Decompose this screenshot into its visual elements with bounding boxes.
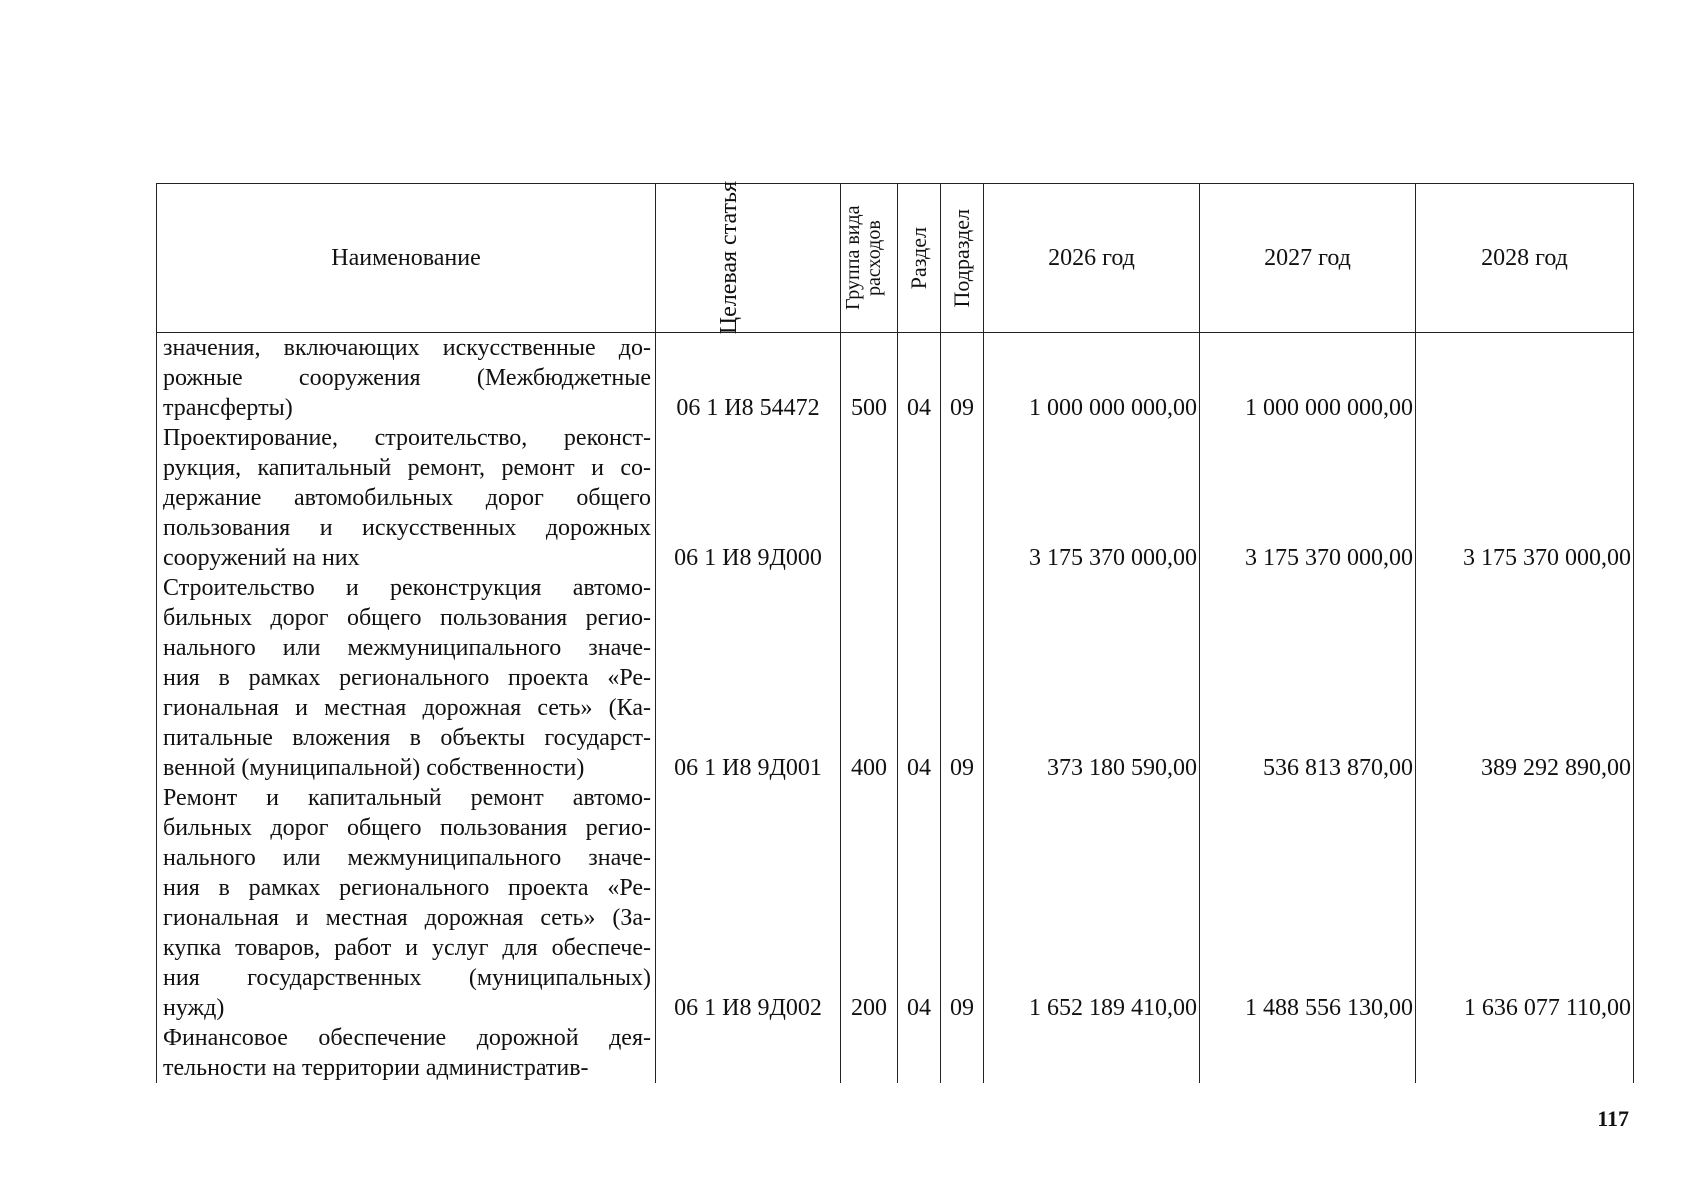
table-row (157, 333, 1634, 424)
header-name (157, 184, 656, 333)
cell-year-2027: 536 813 870,00 (1200, 573, 1416, 783)
header-expense-group-label: Группа вида расходов (842, 205, 885, 311)
name-line: ния в рамках регионального проекта «Ре- (163, 665, 651, 691)
header-name-label: Наименование (331, 244, 481, 271)
cell-name (157, 333, 656, 424)
name-line: Финансовое обеспечение дорожной дея- (163, 1025, 651, 1051)
cell-year-2026 (984, 1023, 1200, 1083)
cell-subsection (941, 1023, 984, 1083)
cell-year-2026: 1 000 000 000,00 (984, 333, 1200, 424)
cell-year-2026: 373 180 590,00 (984, 573, 1200, 783)
name-line: Строительство и реконструкция автомо- (163, 575, 651, 601)
cell-expense-group: 500 (841, 333, 898, 424)
header-subsection-label: Подраздел (949, 208, 975, 308)
name-line: нального или межмуниципального значе- (163, 635, 651, 661)
name-line: ния государственных (муниципальных) (163, 965, 651, 991)
cell-year-2026: 3 175 370 000,00 (984, 423, 1200, 573)
cell-name (157, 1023, 656, 1083)
name-line: венной (муниципальной) собственности) (163, 755, 585, 781)
name-line: трансферты) (163, 395, 293, 421)
cell-year-2028: 1 636 077 110,00 (1416, 783, 1634, 1023)
name-line: значения, включающих искусственные до- (163, 335, 651, 361)
page-number: 117 (1597, 1106, 1629, 1131)
header-subsection (941, 184, 984, 333)
header-expense-group (841, 184, 898, 333)
header-section-label: Раздел (906, 226, 932, 290)
table-header-row (157, 184, 1634, 333)
header-section (898, 184, 941, 333)
name-line: сооружений на них (163, 545, 360, 571)
name-line: питальные вложения в объекты государст- (163, 725, 651, 751)
cell-subsection (941, 423, 984, 573)
cell-expense-group (841, 1023, 898, 1083)
header-year-2028 (1416, 184, 1634, 333)
name-line: пользования и искусственных дорожных (163, 515, 651, 541)
table-row (157, 783, 1634, 1023)
cell-subsection: 09 (941, 333, 984, 424)
name-line: нального или межмуниципального значе- (163, 845, 651, 871)
cell-year-2028 (1416, 1023, 1634, 1083)
cell-year-2027 (1200, 1023, 1416, 1083)
cell-section: 04 (898, 783, 941, 1023)
cell-section (898, 423, 941, 573)
cell-expense-group (841, 423, 898, 573)
name-line: нужд) (163, 995, 225, 1021)
cell-target-article: 06 1 И8 9Д000 (656, 423, 841, 573)
cell-subsection: 09 (941, 783, 984, 1023)
name-line: гиональная и местная дорожная сеть» (Ка- (163, 695, 651, 721)
cell-year-2028: 389 292 890,00 (1416, 573, 1634, 783)
cell-year-2027: 3 175 370 000,00 (1200, 423, 1416, 573)
cell-target-article: 06 1 И8 9Д002 (656, 783, 841, 1023)
table-row (157, 573, 1634, 783)
header-year-2027 (1200, 184, 1416, 333)
cell-year-2028: 3 175 370 000,00 (1416, 423, 1634, 573)
cell-section: 04 (898, 573, 941, 783)
cell-target-article (656, 1023, 841, 1083)
cell-year-2028 (1416, 333, 1634, 424)
header-year-2026-label: 2026 год (1048, 244, 1135, 271)
name-line: бильных дорог общего пользования регио- (163, 605, 651, 631)
header-year-2027-label: 2027 год (1264, 244, 1351, 271)
table-row (157, 1023, 1634, 1083)
name-line: бильных дорог общего пользования регио- (163, 815, 651, 841)
cell-target-article: 06 1 И8 54472 (656, 333, 841, 424)
table-row (157, 423, 1634, 573)
name-line: Ремонт и капитальный ремонт автомо- (163, 785, 651, 811)
header-year-2028-label: 2028 год (1481, 244, 1568, 271)
name-line: купка товаров, работ и услуг для обеспече- (163, 935, 651, 961)
name-line: ния в рамках регионального проекта «Ре- (163, 875, 651, 901)
name-line: рожные сооружения (Межбюджетные (163, 365, 651, 391)
header-target-article (656, 181, 841, 335)
name-line: держание автомобильных дорог общего (163, 485, 651, 511)
name-line: тельности на территории административ- (163, 1055, 589, 1081)
cell-name (157, 573, 656, 783)
header-target-article-label: Целевая статья (716, 181, 742, 335)
name-line: Проектирование, строительство, реконст- (163, 425, 651, 451)
cell-expense-group: 200 (841, 783, 898, 1023)
name-line: гиональная и местная дорожная сеть» (За- (163, 905, 651, 931)
cell-year-2027: 1 488 556 130,00 (1200, 783, 1416, 1023)
cell-section: 04 (898, 333, 941, 424)
cell-expense-group: 400 (841, 573, 898, 783)
name-line: рукция, капитальный ремонт, ремонт и со- (163, 455, 651, 481)
budget-table (156, 183, 1634, 1083)
header-year-2026 (984, 184, 1200, 333)
cell-year-2026: 1 652 189 410,00 (984, 783, 1200, 1023)
cell-name (157, 783, 656, 1023)
table-body (157, 333, 1634, 1084)
cell-year-2027: 1 000 000 000,00 (1200, 333, 1416, 424)
cell-name (157, 423, 656, 573)
cell-section (898, 1023, 941, 1083)
cell-target-article: 06 1 И8 9Д001 (656, 573, 841, 783)
cell-subsection: 09 (941, 573, 984, 783)
